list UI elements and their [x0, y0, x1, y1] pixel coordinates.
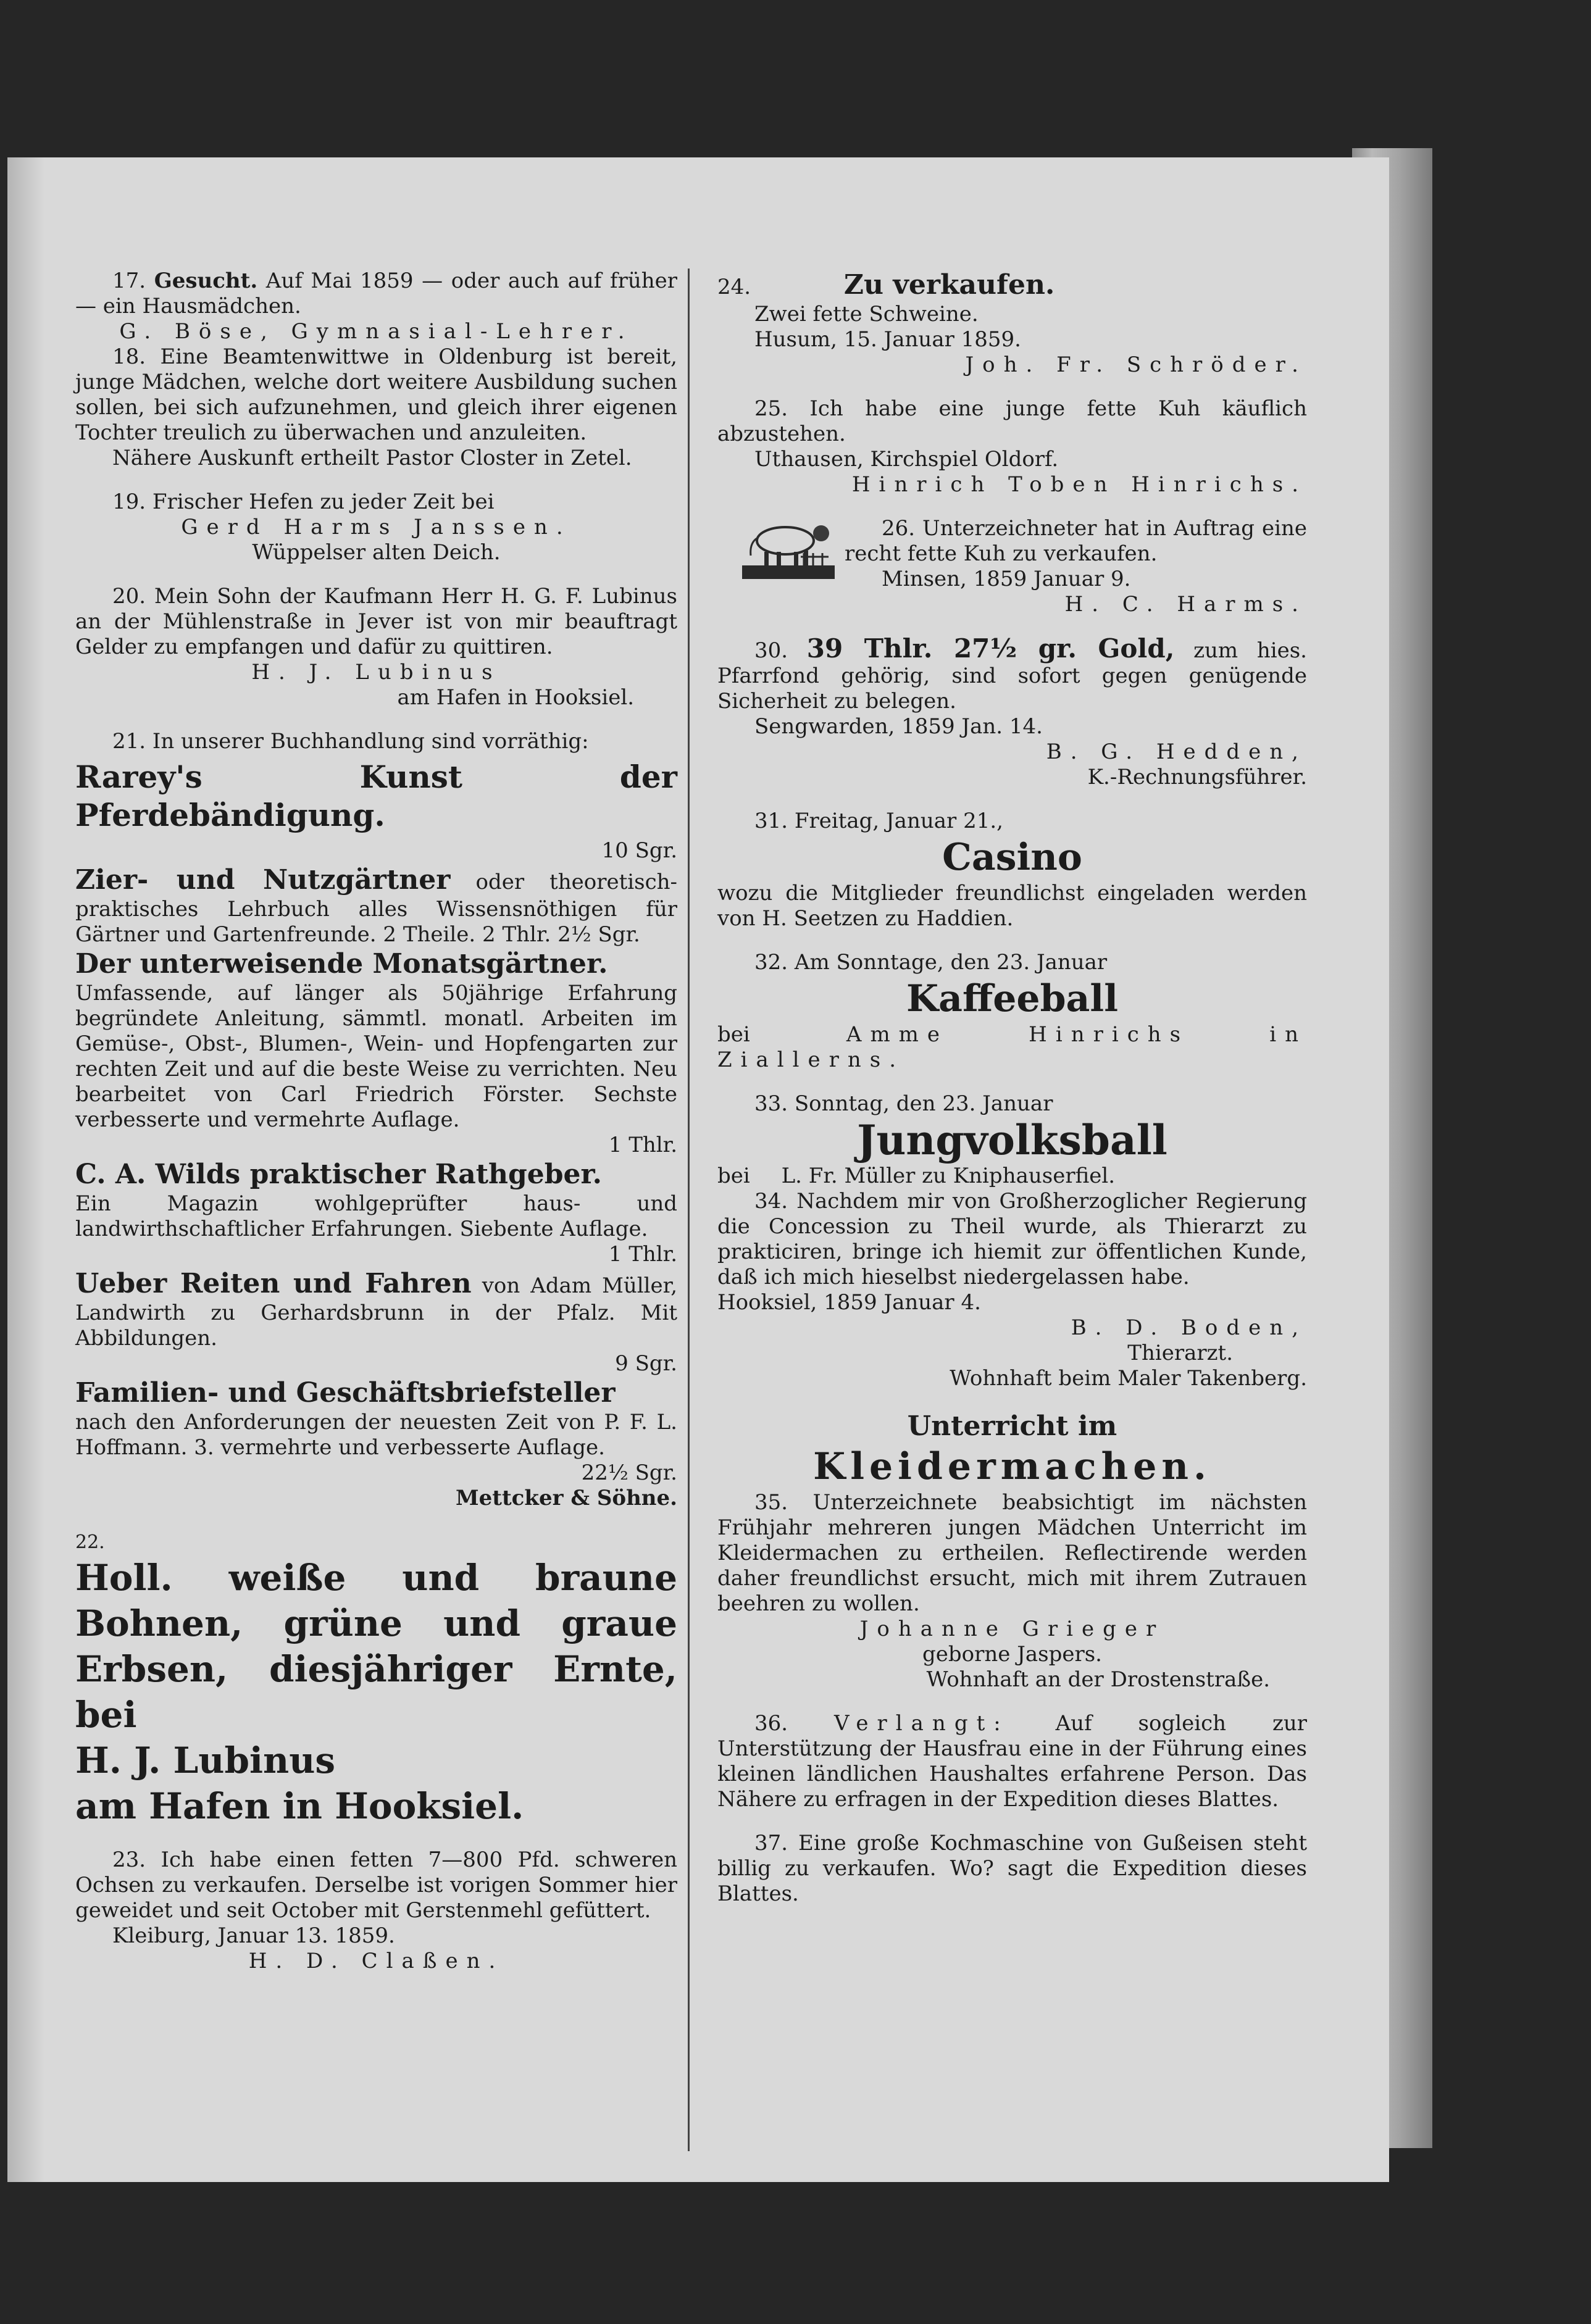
ad-24: 24. Zu verkaufen. Zwei fette Schweine. Husum, 15. Januar 1859. Joh. Fr. Schröder. — [717, 269, 1307, 377]
ad-34: 34. Nachdem mir von Großherzoglicher Regierung die Concession zu Theil wurde, als Thierarzt zu prakticiren, bringe ich hiemit zur öffentlichen Kunde, daß ich mich hieselbst niedergelassen habe. Hooksiel, 1859 Januar 4. B. D. Boden, Thierarzt. Wohnhaft beim Maler Takenberg. — [717, 1189, 1307, 1391]
ad-19: 19. Frischer Hefen zu jeder Zeit bei Gerd Harms Janssen. Wüppelser alten Deich. — [75, 489, 677, 565]
book-title-monatsgaertner: Der unterweisende Monatsgärtner. — [75, 948, 608, 980]
column-divider — [688, 269, 690, 2151]
ad-33: 33. Sonntag, den 23. Januar Jungvolksball bei L. Fr. Müller zu Kniphauserfiel. — [717, 1091, 1307, 1189]
jungvolksball-heading: Jungvolksball — [857, 1116, 1167, 1164]
right-column — [717, 269, 1307, 1907]
book-title-rarey: Rarey's Kunst der Pferdebändigung. — [75, 759, 677, 833]
ad-22: 22. Holl. weiße und braune Bohnen, grüne und graue Erbsen, diesjähriger Ernte, bei H. J. Lubinus am Hafen in Hooksiel. — [75, 1531, 677, 1827]
ad-26: 26. Unterzeichneter hat in Auftrag eine recht fette Kuh zu verkaufen. Minsen, 1859 Januar 9. H. C. Harms. — [717, 516, 1307, 617]
ad-22-name: H. J. Lubinus — [75, 1739, 336, 1781]
book-title-reiten: Ueber Reiten und Fahren — [75, 1268, 472, 1299]
ad-36: 36. Verlangt: Auf sogleich zur Unterstützung der Hausfrau eine in der Führung eines kleinen ländlichen Haushaltes erfahrene Person. Das Nähere zu erfragen in der Expedition dieses Blattes. — [717, 1711, 1308, 1812]
ad-21-signature: Mettcker & Söhne. — [456, 1486, 677, 1510]
ad-23: 23. Ich habe einen fetten 7—800 Pfd. schweren Ochsen zu verkaufen. Derselbe ist vorigen Sommer hier geweidet und seit October mit Gerstenmehl gefüttert. Kleiburg, Januar 13. 1859. H. D. Claßen. — [75, 1847, 677, 1973]
ad-17-heading: Gesucht. — [154, 269, 258, 293]
ad-21: 21. In unserer Buchhandlung sind vorräthig: Rarey's Kunst der Pferdebändigung. 10 Sgr. Zier- und Nutzgärtner oder theoretisch-praktisches Lehrbuch alles Wissensnöthigen für Gärtner und Gartenfreunde. 2 Theile. 2 Thlr. 2½ Sgr. Der unterweisende Monatsgärtner. Umfassende, auf länger als 50jährige Erfahrung begründete Anleitung, sämmtl. monatl. Arbeiten im Gemüse-, Obst-, Blumen-, Wein- und Hopfengarten zur rechten Zeit und auf die beste Weise zu verrichten. Neu bearbeitet von Carl Friedrich Förster. Sechste verbesserte und vermehrte Auflage. 1 Thlr. C. A. Wilds praktischer Rathgeber. Ein Magazin wohlgeprüfter haus- und landwirthschaftlicher Erfahrungen. Siebente Auflage. 1 Thlr. Ueber Reiten und Fahren von Adam Müller, Landwirth zu Gerhardsbrunn in der Pfalz. Mit Abbildungen. 9 Sgr. Familien- und Geschäftsbriefsteller nach den Anforderungen der neuesten Zeit von P. F. L. Hoffmann. 3. vermehrte und verbesserte Auflage. 22½ Sgr. Mettcker & Söhne. — [75, 729, 677, 1510]
ad-25: 25. Ich habe eine junge fette Kuh käuflich abzustehen. Uthausen, Kirchspiel Oldorf. Hinrich Toben Hinrichs. — [717, 396, 1307, 497]
ad-35: Unterricht im Kleidermachen. 35. Unterzeichnete beabsichtigt im nächsten Frühjahr mehreren jungen Mädchen Unterricht im Kleidermachen zu ertheilen. Reflectirende werden daher freundlichst ersucht, mich mit ihrem Zutrauen beehren zu wollen. Johanne Grieger geborne Jaspers. Wohnhaft an der Drostenstraße. — [717, 1410, 1307, 1692]
ad-19-name: Gerd Harms Janssen. — [181, 515, 572, 539]
ad-37: 37. Eine große Kochmaschine von Gußeisen steht billig zu verkaufen. Wo? sagt die Expedition dieses Blattes. — [717, 1831, 1307, 1906]
book-title-gaertner: Zier- und Nutzgärtner — [75, 864, 451, 896]
cow-icon — [742, 516, 835, 584]
ad-17-signature: G. Böse, Gymnasial-Lehrer. — [119, 319, 633, 344]
ad-31: 31. Freitag, Januar 21., Casino wozu die Mitglieder freundlichst eingeladen werden von H. Seetzen zu Haddien. — [717, 809, 1307, 931]
unterricht-heading: Unterricht im — [907, 1410, 1117, 1442]
ad-30: 30. 39 Thlr. 27½ gr. Gold, zum hies. Pfarrfond gehörig, sind sofort gegen genügende Sicherheit zu belegen. Sengwarden, 1859 Jan. 14. B. G. Hedden, K.-Rechnungsführer. — [717, 633, 1307, 789]
kleidermachen-heading: Kleidermachen. — [813, 1445, 1211, 1488]
kaffeeball-heading: Kaffeeball — [906, 977, 1119, 1020]
book-title-rathgeber: C. A. Wilds praktischer Rathgeber. — [75, 1159, 602, 1190]
ad-20: 20. Mein Sohn der Kaufmann Herr H. G. F. Lubinus an der Mühlenstraße in Jever ist von mir beauftragt Gelder zu empfangen und dafür zu quittiren. H. J. Lubinus am Hafen in Hooksiel. — [75, 584, 677, 710]
ad-18: 18. Eine Beamtenwittwe in Oldenburg ist bereit, junge Mädchen, welche dort weitere Ausbildung suchen sollen, bei sich aufzunehmen, und gleich ihrer eigenen Tochter treulich zu überwachen und anzuleiten. Nähere Auskunft ertheilt Pastor Closter in Zetel. — [75, 344, 677, 470]
newspaper-page — [7, 157, 1389, 2182]
book-title-briefsteller: Familien- und Geschäftsbriefsteller — [75, 1377, 616, 1409]
casino-heading: Casino — [942, 836, 1082, 879]
ad-32: 32. Am Sonntage, den 23. Januar Kaffeeball bei Amme Hinrichs in Ziallerns. — [717, 950, 1307, 1072]
left-column — [75, 269, 677, 1974]
ad-17: 17. Gesucht. Auf Mai 1859 — oder auch auf früher — ein Hausmädchen. G. Böse, Gymnasial-Lehrer. — [75, 269, 677, 344]
